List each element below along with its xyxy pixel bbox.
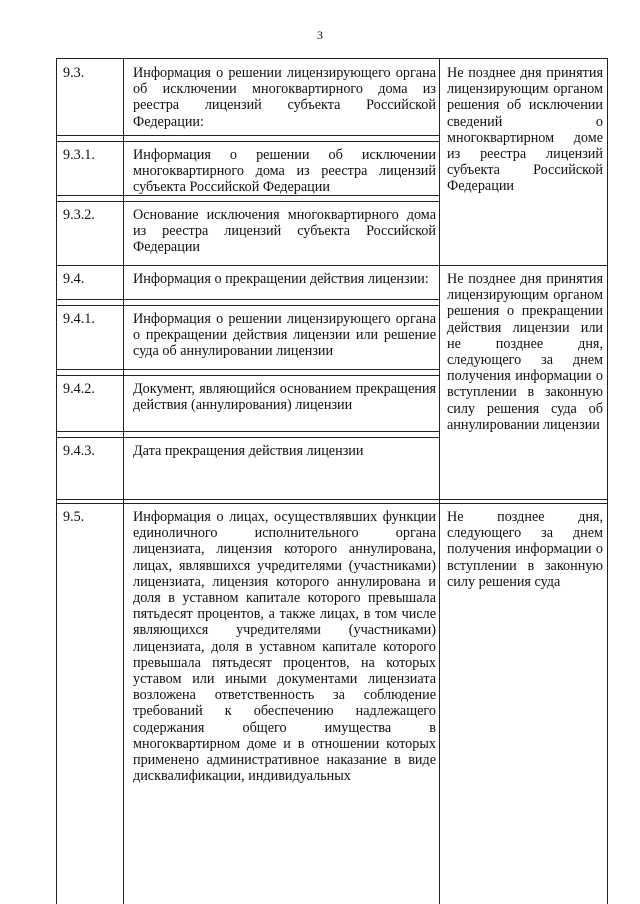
row-divider	[57, 201, 439, 202]
section-divider	[57, 503, 607, 504]
row-number: 9.4.1.	[63, 311, 95, 327]
row-description: Информация о лицах, осуществлявших функции единоличного исполнительного органа лицензиата, лицензия которого аннулирована, лицах, являвшихся учредителями (участниками) лицензиата, лицензия которого аннулирована и доля в уставном капитале которого превышала пятьдесят процентов, а также лицах, в том числе являющихся учредителями (участниками) лицензиата, доля в уставном капитале которого превышала пятьдесят процентов, на которых уставом или иными документами лицензиата возложена ответственность за соблюдение требований к обеспечению надлежащего содержания общего имущества в многоквартирном доме и в отношении которых применено административное наказание в виде дисквалификации, индивидуальных	[133, 509, 436, 785]
row-description: Информация о решении лицензирующего органа о прекращении действия лицензии или решение суда об аннулировании лицензии	[133, 311, 436, 360]
row-number: 9.5.	[63, 509, 85, 525]
row-divider	[57, 437, 439, 438]
row-divider	[57, 299, 439, 300]
row-number: 9.3.1.	[63, 147, 95, 163]
deadline-text: Не позднее дня принятия лицензирующим органом решения о прекращении действия лицензии или не позднее дня, следующего за днем получения информации о вступлении в законную силу решения суда об аннулировании лицензии	[447, 271, 603, 433]
column-divider-deadline	[439, 59, 440, 904]
row-number: 9.4.2.	[63, 381, 95, 397]
license-info-table	[56, 58, 608, 904]
row-number: 9.4.3.	[63, 443, 95, 459]
row-divider	[57, 141, 439, 142]
row-description: Документ, являющийся основанием прекращения действия (аннулирования) лицензии	[133, 381, 436, 414]
page-number: 3	[317, 28, 323, 42]
row-description: Дата прекращения действия лицензии	[133, 443, 364, 459]
row-description: Информация о решении лицензирующего органа об исключении многоквартирного дома из реестра лицензий субъекта Российской Федерации:	[133, 65, 436, 130]
row-divider	[57, 135, 439, 136]
deadline-text: Не позднее дня, следующего за днем получения информации о вступлении в законную силу решения суда	[447, 509, 603, 590]
column-divider-number	[123, 59, 124, 904]
row-number: 9.3.2.	[63, 207, 95, 223]
section-divider	[57, 499, 607, 500]
row-description: Информация о прекращении действия лицензии:	[133, 271, 429, 287]
row-divider	[57, 431, 439, 432]
row-divider	[57, 369, 439, 370]
row-divider	[57, 375, 439, 376]
row-divider	[57, 305, 439, 306]
deadline-text: Не позднее дня принятия лицензирующим органом решения об исключении сведений о многоквартирном доме из реестра лицензий субъекта Российской Федерации	[447, 65, 603, 195]
row-description: Основание исключения многоквартирного дома из реестра лицензий субъекта Российской Федерации	[133, 207, 436, 256]
row-description: Информация о решении об исключении многоквартирного дома из реестра лицензий субъекта Российской Федерации	[133, 147, 436, 196]
row-number: 9.3.	[63, 65, 85, 81]
section-divider	[57, 265, 607, 266]
row-number: 9.4.	[63, 271, 85, 287]
